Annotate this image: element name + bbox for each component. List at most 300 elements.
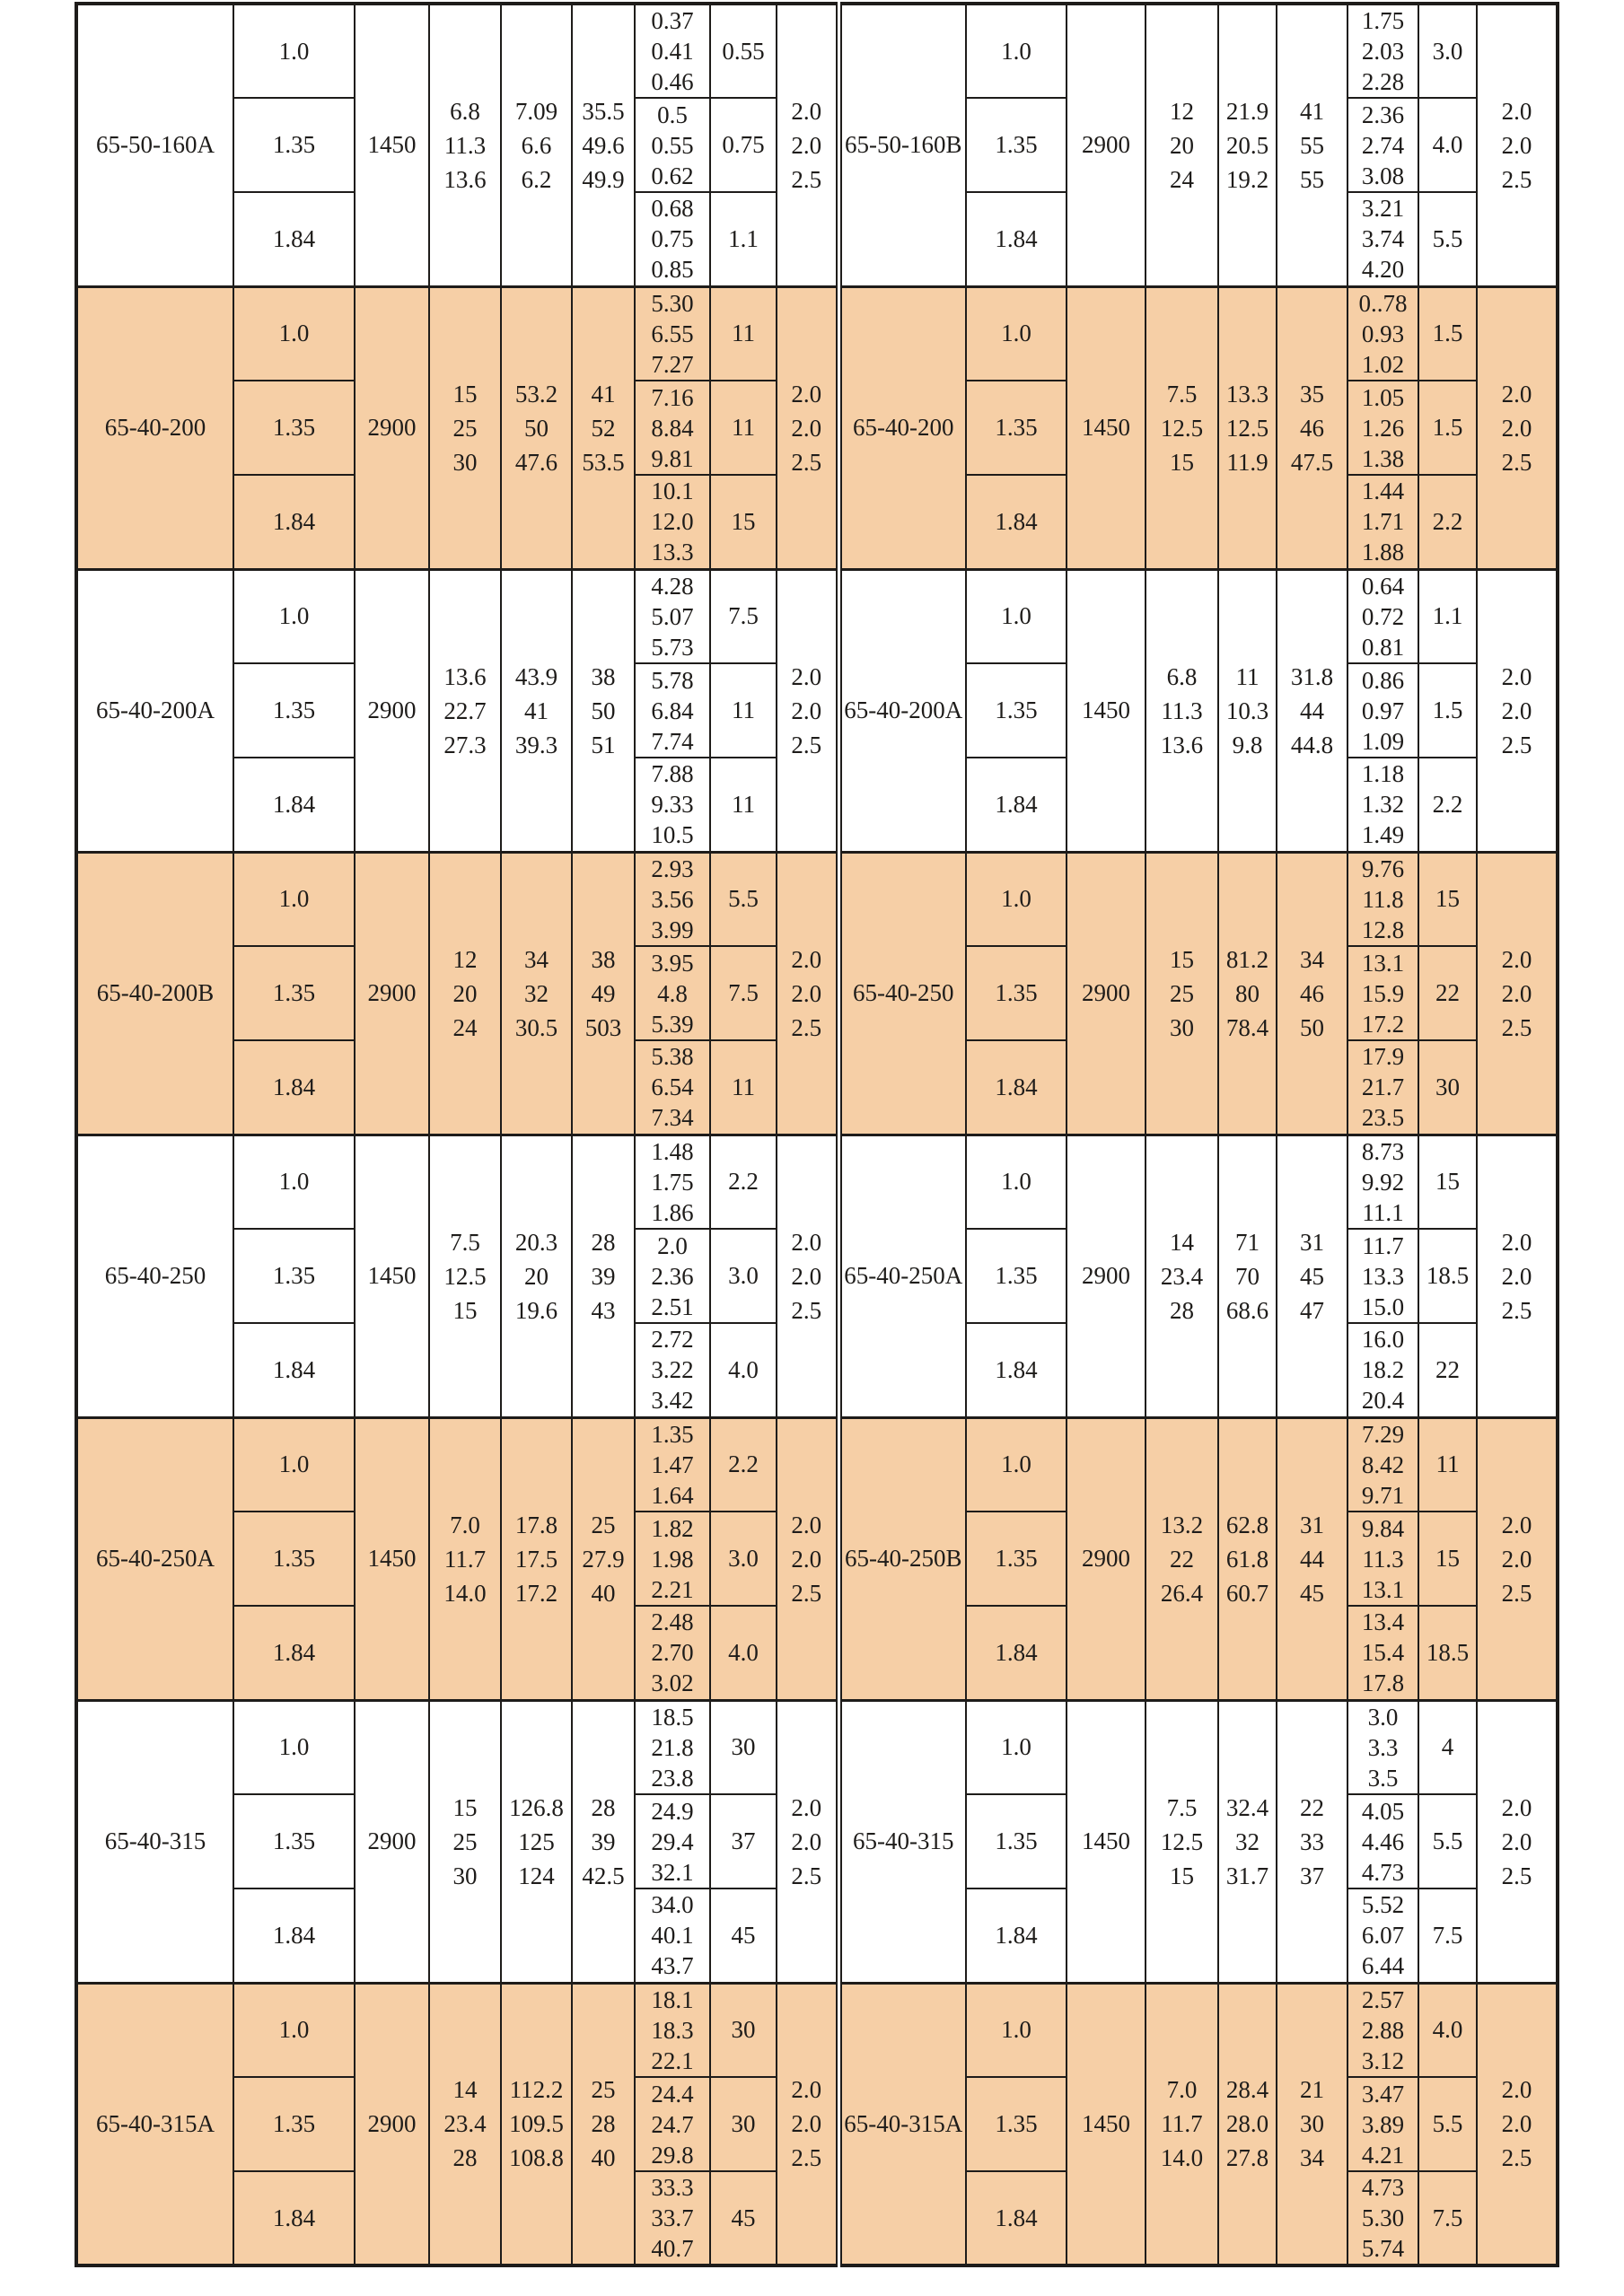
value-line: 2.0 [1501,1511,1532,1538]
value-line: 7.34 [651,1104,694,1132]
npsh-cell-right [1477,1983,1558,2265]
ratio-cell-left: 1.0 [233,1700,355,1794]
value-line: 2.5 [1501,1013,1532,1041]
npsh-cell-left [777,1135,838,1417]
value-line: 40.1 [651,1922,694,1950]
value-line: 47 [1300,1296,1324,1324]
value-line: 112.2 [509,2076,564,2104]
value-line: 12.5 [443,1262,487,1290]
motor-cell-left: 1.1 [710,192,777,286]
value-line: 3.21 [1361,195,1405,223]
ratio-cell-left: 1.35 [233,381,355,475]
motor-cell-left: 3.0 [710,1229,777,1323]
value-line: 46 [1300,979,1324,1007]
ratio-cell-left: 1.84 [233,1606,355,1700]
npsh-cell-left [777,1983,838,2265]
value-line: 78.4 [1225,1013,1269,1041]
value-line: 28.4 [1225,2076,1269,2104]
capacity-cell-right [1146,852,1218,1135]
ratio-cell-right: 1.35 [966,663,1067,758]
value-line: 2.0 [791,1827,822,1855]
capacity-cell-right [1146,1700,1218,1983]
ratio-cell-left: 1.84 [233,192,355,286]
value-line: 29.4 [651,1827,694,1855]
value-line: 12.5 [1160,414,1204,442]
value-line: 28 [591,1228,616,1256]
band-subrow-1 [76,1983,1558,2077]
value-line: 2.5 [1501,165,1532,193]
value-line: 9.92 [1361,1168,1405,1196]
value-line: 23.5 [1361,1104,1405,1132]
value-line: 47.6 [514,448,558,476]
value-line: 2.93 [651,854,694,882]
motor-cell-right: 4 [1418,1700,1477,1794]
value-line: 1.64 [651,1481,694,1509]
value-line: 3.56 [651,885,694,913]
head-cell-left [501,852,572,1135]
value-line: 9.81 [651,444,694,472]
value-line: 44.8 [1290,731,1334,758]
value-line: 2.0 [791,97,822,125]
value-line: 20 [524,1262,549,1290]
motor-cell-left: 7.5 [710,569,777,663]
motor-cell-left: 37 [710,1794,777,1889]
value-line: 16.0 [1361,1326,1405,1354]
speed-cell-right: 1450 [1067,286,1146,569]
value-line: 40 [591,2144,616,2172]
ratio-cell-left: 1.84 [233,758,355,852]
power-cell-left [635,192,710,286]
power-cell-right [1347,1794,1418,1889]
model-cell-right: 65-40-200A [838,569,966,852]
value-line: 3.47 [1361,2080,1405,2108]
value-line: 14 [1170,1228,1194,1256]
power-cell-right [1347,2171,1418,2265]
ratio-cell-right: 1.84 [966,475,1067,569]
speed-cell-right: 2900 [1067,852,1146,1135]
npsh-cell-left [777,1417,838,1700]
value-line: 17.8 [514,1511,558,1538]
model-cell-right: 65-40-250B [838,1417,966,1700]
value-line: 2.5 [1501,1579,1532,1607]
power-cell-left [635,1040,710,1135]
value-line: 18.2 [1361,1356,1405,1384]
value-line: 0.75 [651,225,694,253]
motor-cell-left: 30 [710,1700,777,1794]
value-line: 40.7 [651,2235,694,2262]
value-line: 8.84 [651,414,694,442]
value-line: 2.5 [1501,731,1532,758]
value-line: 9.71 [1361,1481,1405,1509]
value-line: 25 [1170,979,1194,1007]
value-line: 13.3 [1225,380,1269,407]
ratio-cell-left: 1.0 [233,1417,355,1512]
model-cell-left: 65-40-315 [76,1700,233,1983]
model-cell-right: 65-40-315A [838,1983,966,2265]
value-line: 2.03 [1361,38,1405,65]
motor-cell-left: 5.5 [710,852,777,946]
motor-cell-right: 4.0 [1418,1983,1477,2077]
value-line: 20.3 [514,1228,558,1256]
value-line: 12.5 [1225,414,1269,442]
ratio-cell-right: 1.0 [966,1983,1067,2077]
value-line: 2.0 [657,1231,688,1259]
power-cell-left [635,1700,710,1794]
motor-cell-left: 4.0 [710,1606,777,1700]
value-line: 0.5 [657,101,688,128]
value-line: 40 [591,1579,616,1607]
value-line: 3.02 [651,1669,694,1697]
motor-cell-left: 7.5 [710,946,777,1040]
ratio-cell-right: 1.84 [966,1606,1067,1700]
power-cell-right [1347,1417,1418,1512]
motor-cell-left: 11 [710,381,777,475]
value-line: 21.9 [1225,97,1269,125]
value-line: 2.0 [791,945,822,973]
power-cell-right [1347,946,1418,1040]
ratio-cell-right: 1.0 [966,569,1067,663]
value-line: 1.48 [651,1137,694,1165]
value-line: 3.95 [651,949,694,977]
value-line: 0.72 [1361,602,1405,630]
value-line: 2.5 [791,165,822,193]
value-line: 5.39 [651,1010,694,1038]
value-line: 9.8 [1232,731,1263,758]
value-line: 11.3 [443,131,487,159]
capacity-cell-left [429,1135,501,1417]
power-cell-left [635,569,710,663]
motor-cell-left: 45 [710,1889,777,1983]
value-line: 7.5 [450,1228,480,1256]
ratio-cell-right: 1.0 [966,1417,1067,1512]
value-line: 24.4 [651,2080,694,2108]
value-line: 49.6 [582,131,625,159]
motor-cell-left: 11 [710,758,777,852]
speed-cell-left: 1450 [355,1135,429,1417]
speed-cell-right: 1450 [1067,1983,1146,2265]
power-cell-right [1347,1889,1418,1983]
model-cell-left: 65-40-250A [76,1417,233,1700]
motor-cell-right: 18.5 [1418,1229,1477,1323]
value-line: 11.9 [1226,448,1268,476]
value-line: 13.1 [1361,949,1405,977]
value-line: 38 [591,662,616,690]
value-line: 31 [1300,1228,1324,1256]
head-cell-right [1218,569,1277,852]
power-cell-right [1347,1606,1418,1700]
ratio-cell-right: 1.0 [966,1135,1067,1229]
power-cell-right [1347,1135,1418,1229]
value-line: 22 [1300,1793,1324,1821]
motor-cell-right: 5.5 [1418,2077,1477,2171]
head-cell-right [1218,286,1277,569]
ratio-cell-left: 1.84 [233,1323,355,1417]
model-cell-left: 65-40-315A [76,1983,233,2265]
value-line: 27.8 [1225,2144,1269,2172]
capacity-cell-right [1146,1135,1218,1417]
value-line: 11.3 [1362,1545,1404,1573]
ratio-cell-right: 1.84 [966,1889,1067,1983]
power-cell-left [635,758,710,852]
value-line: 20 [1170,131,1194,159]
value-line: 2.0 [1501,2076,1532,2104]
value-line: 33.3 [651,2174,694,2201]
model-cell-right: 65-40-250A [838,1135,966,1417]
value-line: 39.3 [514,731,558,758]
band-subrow-1 [76,852,1558,946]
value-line: 2.0 [1501,1793,1532,1821]
value-line: 44 [1300,697,1324,724]
value-line: 32.1 [651,1858,694,1886]
value-line: 13.3 [651,539,694,566]
head-cell-left [501,4,572,286]
value-line: 25 [591,2076,616,2104]
motor-cell-right: 18.5 [1418,1606,1477,1700]
ratio-cell-right: 1.35 [966,1229,1067,1323]
value-line: 15.0 [1361,1293,1405,1320]
value-line: 45 [1300,1579,1324,1607]
model-cell-right: 65-50-160B [838,4,966,286]
value-line: 3.0 [1367,1703,1399,1731]
value-line: 12.5 [1160,1827,1204,1855]
value-line: 4.8 [657,979,688,1007]
capacity-cell-left [429,569,501,852]
value-line: 1.71 [1361,508,1405,536]
power-cell-left [635,1889,710,1983]
value-line: 15 [1170,945,1194,973]
npsh-cell-right [1477,4,1558,286]
power-cell-right [1347,1512,1418,1606]
capacity-cell-left [429,1417,501,1700]
value-line: 2.88 [1361,2016,1405,2044]
value-line: 1.02 [1361,350,1405,378]
value-line: 2.5 [1501,448,1532,476]
value-line: 4.46 [1361,1827,1405,1855]
model-cell-left: 65-50-160A [76,4,233,286]
value-line: 2.0 [1501,697,1532,724]
value-line: 3.5 [1367,1764,1399,1792]
value-line: 11.7 [1161,2110,1203,2138]
motor-cell-right: 4.0 [1418,98,1477,192]
value-line: 2.0 [1501,2110,1532,2138]
power-cell-left [635,663,710,758]
value-line: 3.89 [1361,2110,1405,2138]
value-line: 20 [452,979,478,1007]
efficiency-cell-right [1277,1983,1347,2265]
npsh-cell-right [1477,1135,1558,1417]
motor-cell-left: 0.55 [710,4,777,98]
head-cell-left [501,286,572,569]
value-line: 10.1 [651,478,694,505]
value-line: 2.5 [791,1296,822,1324]
capacity-cell-left [429,1983,501,2265]
efficiency-cell-left [572,1135,635,1417]
motor-cell-right: 5.5 [1418,192,1477,286]
band-subrow-1 [76,1700,1558,1794]
value-line: 7.0 [1166,2076,1198,2104]
head-cell-right [1218,1983,1277,2265]
head-cell-left [501,569,572,852]
power-cell-right [1347,852,1418,946]
motor-cell-right: 22 [1418,1323,1477,1417]
value-line: 9.33 [651,791,694,819]
value-line: 0.68 [651,195,694,223]
efficiency-cell-left [572,852,635,1135]
value-line: 53.2 [514,380,558,407]
power-cell-right [1347,1323,1418,1417]
capacity-cell-right [1146,4,1218,286]
value-line: 2.0 [791,131,822,159]
value-line: 6.84 [651,697,694,724]
motor-cell-right: 5.5 [1418,1794,1477,1889]
value-line: 30.5 [514,1013,558,1041]
power-cell-right [1347,4,1418,98]
value-line: 2.0 [1501,1228,1532,1256]
value-line: 43 [591,1296,616,1324]
value-line: 5.07 [651,602,694,630]
value-line: 7.5 [1166,380,1198,407]
value-line: 2.0 [791,697,822,724]
value-line: 5.74 [1361,2235,1405,2262]
value-line: 2.0 [791,662,822,690]
motor-cell-left: 11 [710,663,777,758]
value-line: 68.6 [1225,1296,1269,1324]
speed-cell-left: 2900 [355,286,429,569]
power-cell-right [1347,1040,1418,1135]
value-line: 11.8 [1362,885,1404,913]
value-line: 2.36 [651,1262,694,1290]
value-line: 21.7 [1361,1074,1405,1101]
value-line: 2.0 [791,1511,822,1538]
motor-cell-right: 1.1 [1418,569,1477,663]
npsh-cell-right [1477,852,1558,1135]
value-line: 20.5 [1225,131,1269,159]
value-line: 80 [1235,979,1260,1007]
value-line: 5.38 [651,1043,694,1071]
value-line: 13.2 [1160,1511,1204,1538]
value-line: 17.8 [1361,1669,1405,1697]
value-line: 6.8 [1166,662,1198,690]
value-line: 24.9 [651,1797,694,1825]
value-line: 3.08 [1361,162,1405,189]
value-line: 13.1 [1361,1575,1405,1603]
value-line: 39 [591,1827,616,1855]
head-cell-right [1218,1135,1277,1417]
value-line: 1.18 [1361,760,1405,788]
value-line: 0.37 [651,7,694,34]
value-line: 60.7 [1225,1579,1269,1607]
value-line: 2.0 [791,979,822,1007]
motor-cell-left: 11 [710,1040,777,1135]
power-cell-right [1347,475,1418,569]
value-line: 33.7 [651,2204,694,2231]
value-line: 17.5 [514,1545,558,1573]
value-line: 1.47 [651,1450,694,1478]
value-line: 10.5 [651,821,694,849]
value-line: 1.35 [651,1420,694,1448]
value-line: 2.28 [1361,68,1405,95]
value-line: 2.5 [791,1013,822,1041]
value-line: 70 [1235,1262,1260,1290]
value-line: 5.30 [1361,2204,1405,2231]
value-line: 2.0 [1501,1827,1532,1855]
value-line: 24 [1170,165,1194,193]
efficiency-cell-right [1277,4,1347,286]
value-line: 2.5 [791,1579,822,1607]
power-cell-left [635,946,710,1040]
value-line: 30 [452,1862,478,1889]
ratio-cell-left: 1.84 [233,2171,355,2265]
value-line: 1.75 [1361,7,1405,34]
speed-cell-left: 2900 [355,1983,429,2265]
value-line: 27.3 [443,731,487,758]
head-cell-left [501,1417,572,1700]
head-cell-right [1218,4,1277,286]
value-line: 13.3 [1361,1262,1405,1290]
value-line: 53.5 [582,448,625,476]
value-line: 28 [591,1793,616,1821]
ratio-cell-left: 1.35 [233,2077,355,2171]
value-line: 23.8 [651,1764,694,1792]
value-line: 3.22 [651,1356,694,1384]
head-cell-left [501,1700,572,1983]
value-line: 2.0 [1501,945,1532,973]
band-subrow-1 [76,1417,1558,1512]
value-line: 2.0 [1501,1545,1532,1573]
motor-cell-right: 1.5 [1418,381,1477,475]
value-line: 31.8 [1290,662,1334,690]
value-line: 5.52 [1361,1891,1405,1919]
value-line: 28 [591,2110,616,2138]
value-line: 43.9 [514,662,558,690]
power-cell-right [1347,1983,1418,2077]
value-line: 25 [452,414,478,442]
value-line: 49 [591,979,616,1007]
value-line: 62.8 [1225,1511,1269,1538]
value-line: 41 [1300,97,1324,125]
value-line: 41 [524,697,549,724]
motor-cell-right: 15 [1418,1512,1477,1606]
model-cell-right: 65-40-200 [838,286,966,569]
value-line: 3.42 [651,1387,694,1415]
npsh-cell-right [1477,1700,1558,1983]
value-line: 24 [452,1013,478,1041]
power-cell-right [1347,2077,1418,2171]
value-line: 2.0 [1501,380,1532,407]
efficiency-cell-left [572,1700,635,1983]
ratio-cell-right: 1.84 [966,1040,1067,1135]
value-line: 15 [452,1793,478,1821]
efficiency-cell-right [1277,1700,1347,1983]
value-line: 46 [1300,414,1324,442]
value-line: 14.0 [443,1579,487,1607]
value-line: 47.5 [1290,448,1334,476]
value-line: 81.2 [1225,945,1269,973]
value-line: 5.73 [651,633,694,661]
value-line: 11.7 [443,1545,487,1573]
ratio-cell-left: 1.35 [233,946,355,1040]
value-line: 109.5 [509,2110,564,2138]
value-line: 12 [1170,97,1194,125]
motor-cell-right: 1.5 [1418,286,1477,381]
value-line: 6.2 [521,165,552,193]
value-line: 4.20 [1361,256,1405,284]
motor-cell-left: 15 [710,475,777,569]
npsh-cell-right [1477,569,1558,852]
value-line: 1.88 [1361,539,1405,566]
value-line: 30 [1300,2110,1324,2138]
motor-cell-left: 3.0 [710,1512,777,1606]
